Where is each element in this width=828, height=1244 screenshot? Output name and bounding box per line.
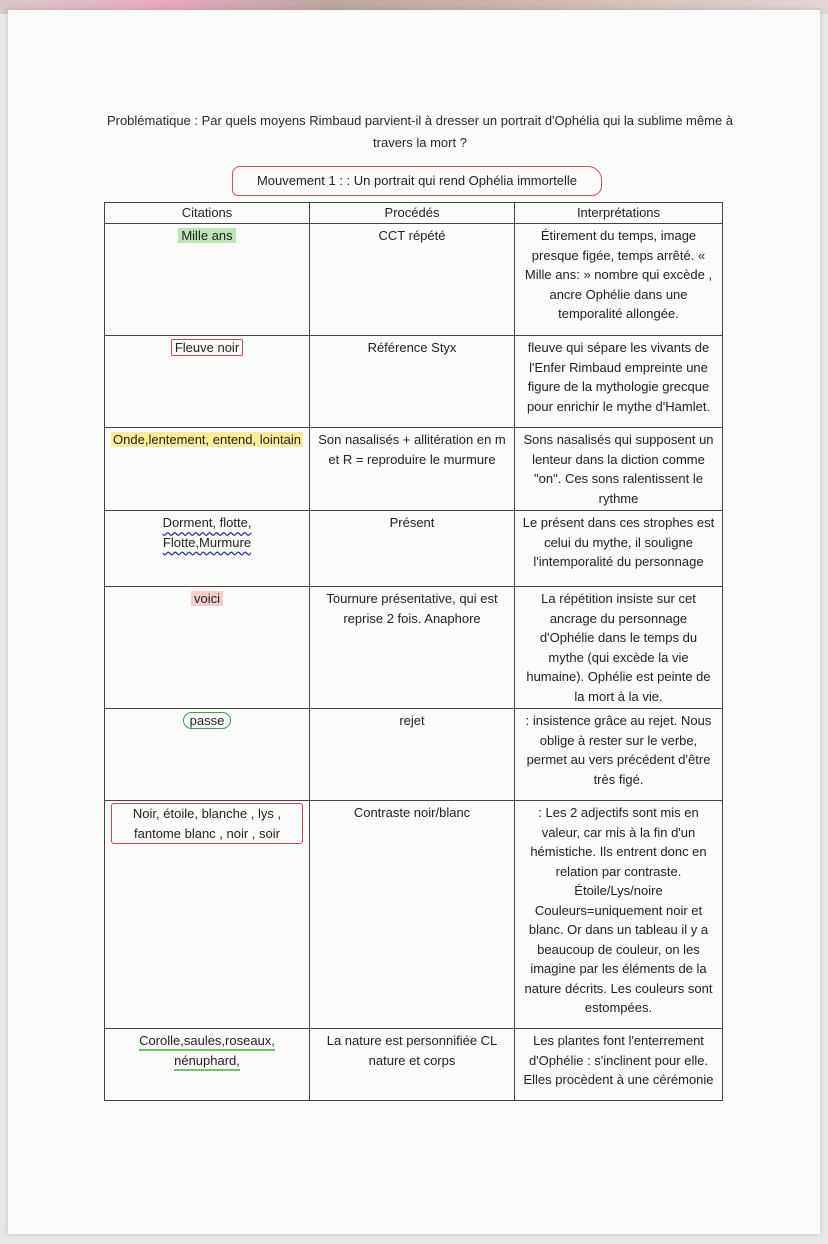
table-row <box>105 1029 723 1101</box>
citation-text: passe <box>183 712 232 729</box>
interpretation-cell: : Les 2 adjectifs sont mis en valeur, car mis à la fin d'un hémistiche. Ils entrent donc en relation par contraste. Étoile/Lys/noire Couleurs=uniquement noir et blanc. Or dans un tableau il y a beaucoup de couleur, on les imagine par les éléments de la nature décrits. Les couleurs sont estompées. <box>515 801 723 1029</box>
citation-cell <box>105 224 310 336</box>
procede-cell: Contraste noir/blanc <box>310 801 515 1029</box>
procede-cell: La nature est personnifiée CL nature et corps <box>310 1029 515 1101</box>
interpretation-cell: fleuve qui sépare les vivants de l'Enfer Rimbaud empreinte une figure de la mythologie grecque pour enrichir le mythe d'Hamlet. <box>515 336 723 428</box>
table-row <box>105 709 723 801</box>
column-header-citations: Citations <box>105 203 310 224</box>
citation-text: Onde,lentement, entend, lointain <box>113 432 301 447</box>
citation-text: Corolle,saules,roseaux, nénuphard, <box>139 1033 275 1071</box>
interpretation-cell: Sons nasalisés qui supposent un lenteur dans la diction comme "on". Ces sons ralentissent le rythme <box>515 428 723 511</box>
procede-cell: Tournure présentative, qui est reprise 2 fois. Anaphore <box>310 587 515 709</box>
problematique-title: Problématique : Par quels moyens Rimbaud parvient-il à dresser un portrait d'Ophélia qui la sublime même à travers la mort ? <box>106 113 734 150</box>
procede-cell: rejet <box>310 709 515 801</box>
citation-text: Dorment, flotte, Flotte,Murmure <box>162 515 252 550</box>
citation-cell <box>105 336 310 428</box>
procede-cell: Son nasalisés + allitération en m et R = reproduire le murmure <box>310 428 515 511</box>
citation-cell <box>105 1029 310 1101</box>
citation-text: Fleuve noir <box>171 339 243 356</box>
citation-cell <box>105 511 310 587</box>
table-row <box>105 428 723 511</box>
citation-text: voici <box>191 591 223 606</box>
analysis-table <box>104 202 723 1101</box>
table-row <box>105 587 723 709</box>
table-row <box>105 801 723 1029</box>
table-header-row <box>105 203 723 224</box>
interpretation-cell: Le présent dans ces strophes est celui du mythe, il souligne l'intemporalité du personnage <box>515 511 723 587</box>
table-row <box>105 224 723 336</box>
column-header-interpretations: Interprétations <box>515 203 723 224</box>
citation-cell <box>105 587 310 709</box>
movement-heading: Mouvement 1 : : Un portrait qui rend Ophélia immortelle <box>232 166 602 196</box>
citation-cell <box>105 428 310 511</box>
table-row <box>105 511 723 587</box>
citation-cell <box>105 709 310 801</box>
interpretation-cell: La répétition insiste sur cet ancrage du personnage d'Ophélie dans le temps du mythe (qui excède la vie humaine). Ophélie est peinte de la mort à la vie. <box>515 587 723 709</box>
column-header-procedes: Procédés <box>310 203 515 224</box>
procede-cell: Présent <box>310 511 515 587</box>
interpretation-cell: : insistence grâce au rejet. Nous oblige à rester sur le verbe, permet au vers précédent d'être très figé. <box>515 709 723 801</box>
table-row <box>105 336 723 428</box>
procede-cell: CCT répété <box>310 224 515 336</box>
citation-text: Noir, étoile, blanche , lys , fantome blanc , noir , soir <box>111 803 303 844</box>
interpretation-cell: Les plantes font l'enterrement d'Ophélie : s'inclinent pour elle. Elles procèdent à une cérémonie <box>515 1029 723 1101</box>
citation-text: Mille ans <box>178 228 235 243</box>
citation-cell <box>105 801 310 1029</box>
procede-cell: Référence Styx <box>310 336 515 428</box>
interpretation-cell: Étirement du temps, image presque figée, temps arrêté. « Mille ans: » nombre qui excède , ancre Ophélie dans une temporalité allongée. <box>515 224 723 336</box>
